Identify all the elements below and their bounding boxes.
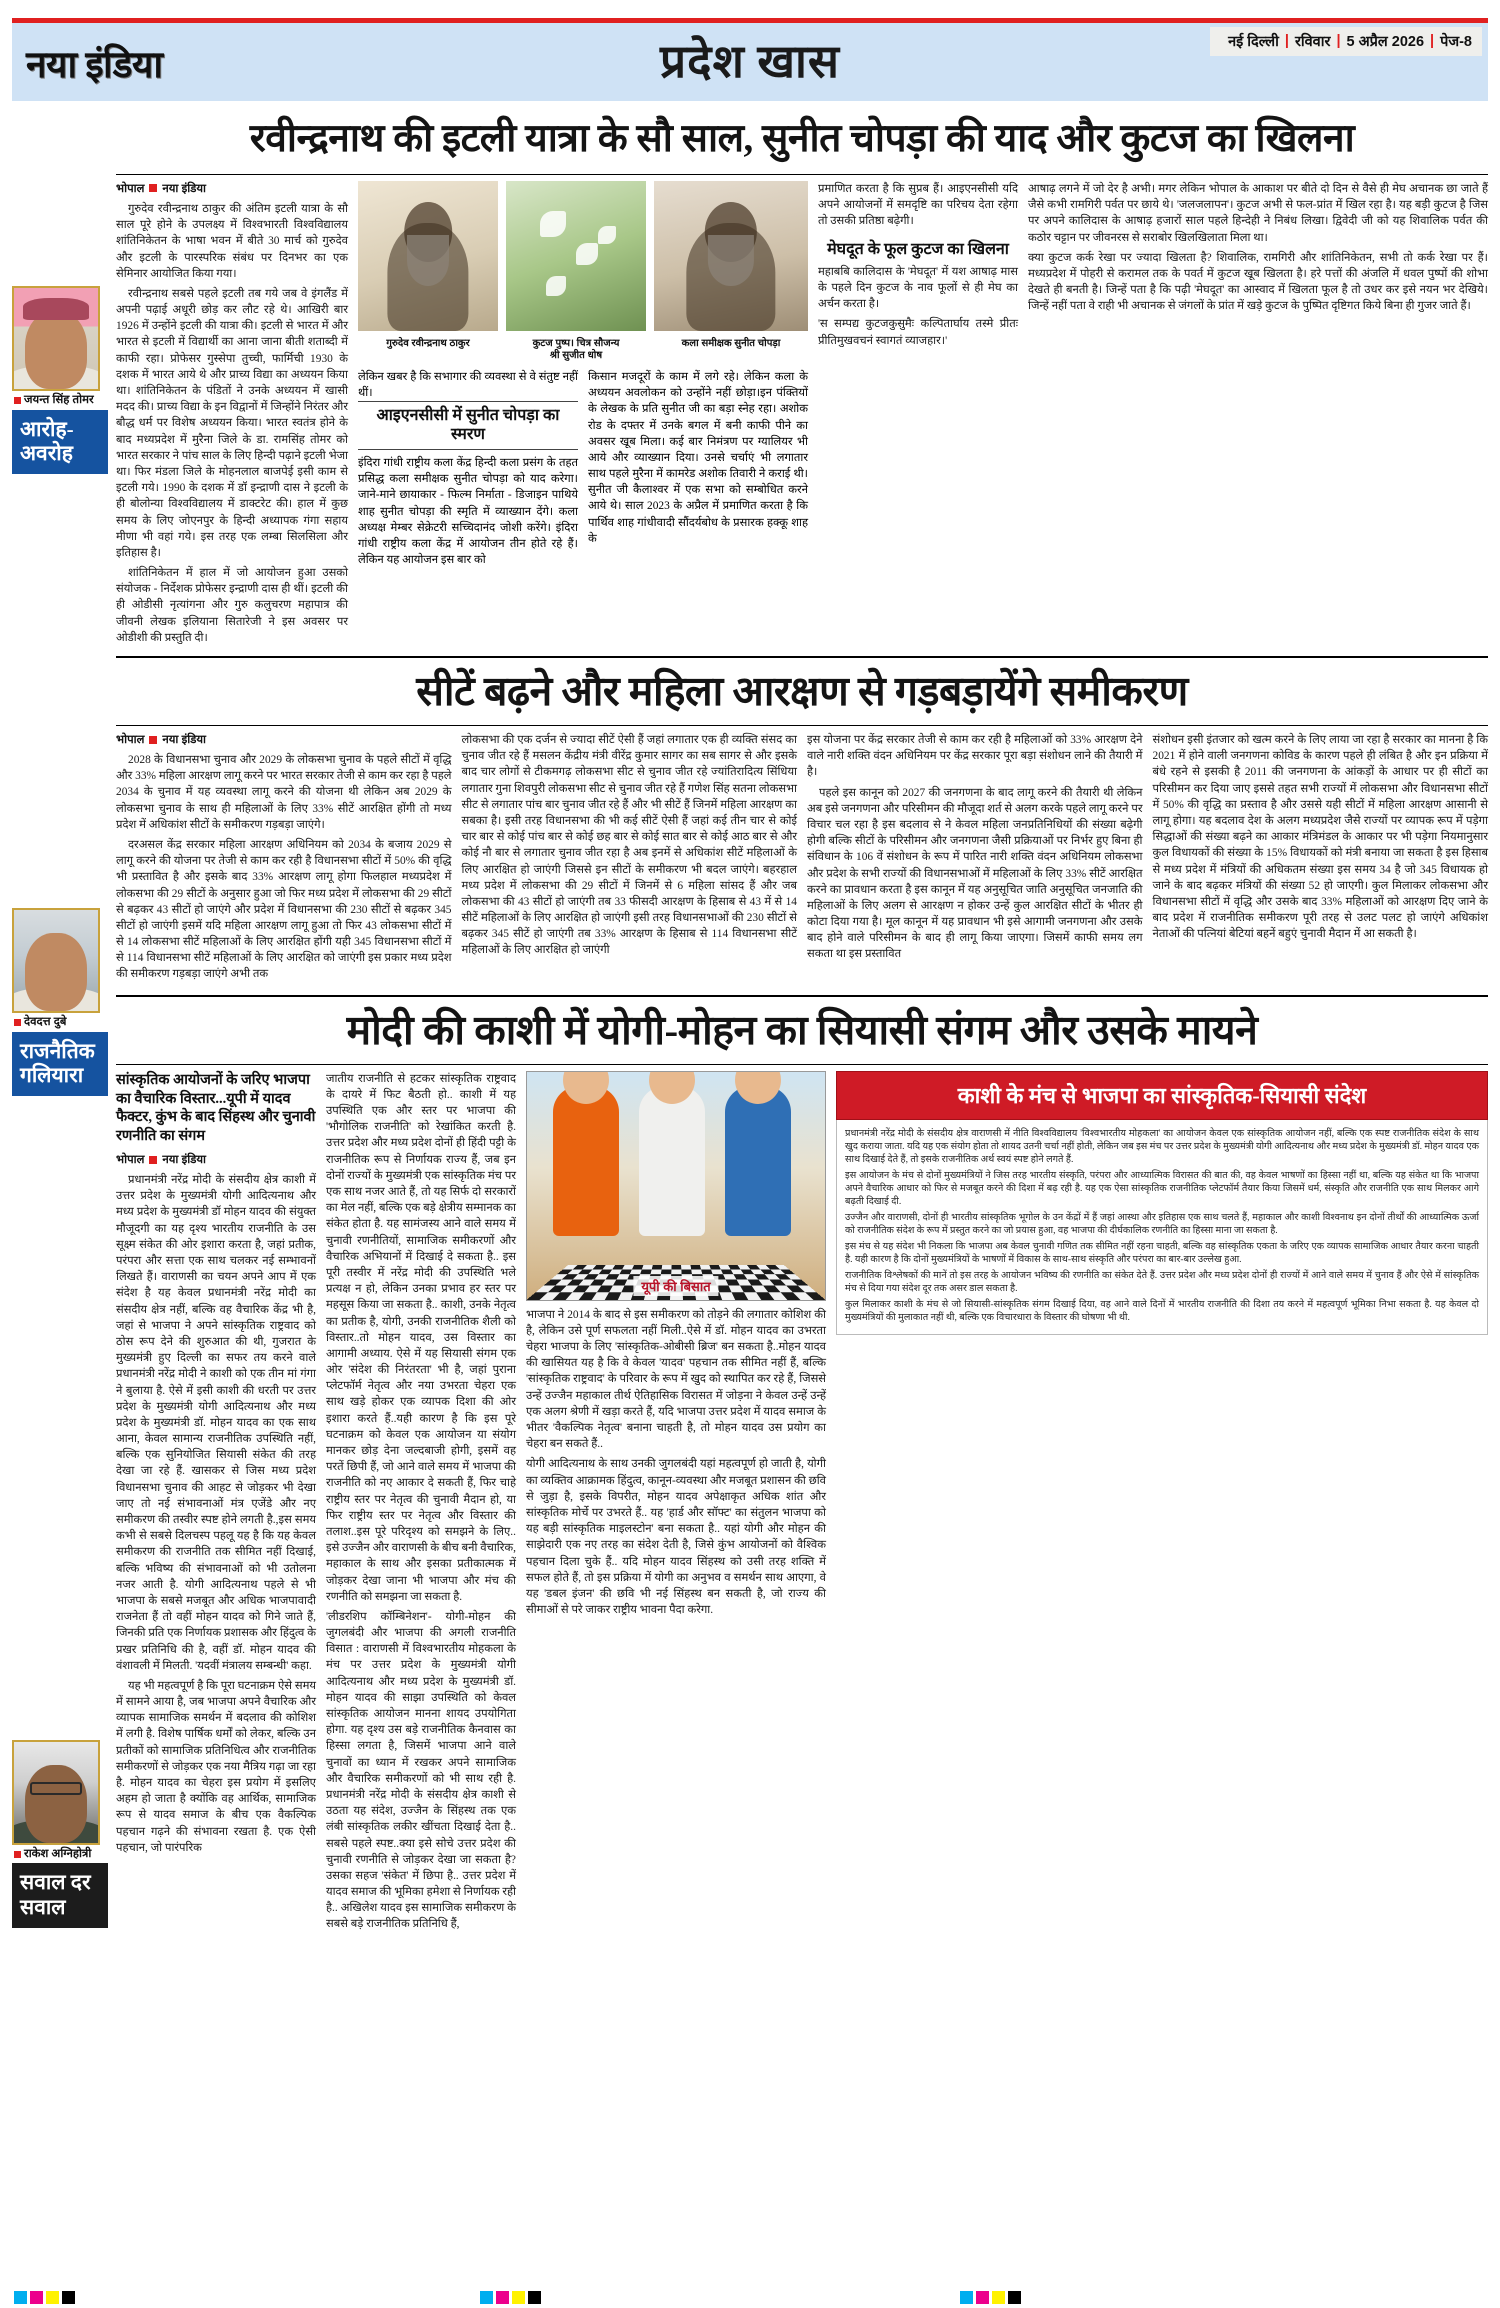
bullet-icon (149, 736, 157, 744)
article2-byline (116, 732, 452, 747)
byline-place: भोपाल (116, 1154, 145, 1167)
byline-source: नया इंडिया (162, 182, 207, 195)
article3-para: जातीय राजनीति से हटकर सांस्कृतिक राष्ट्रवाद के दायरे में फिट बैठती हो.. काशी में यह उपस्थिति एक और स्तर पर भाजपा की 'भौगोलिक राजनीति' को रेखांकित करती है. उत्तर प्रदेश और मध्य प्रदेश दोनों ही हिंदी पट्टी के राजनीतिक रूप से निर्णायक राज्य हैं, जब इन दोनों राज्यों के मुख्यमंत्री एक सांस्कृतिक मंच पर एक साथ नजर आते हैं, तो यह सिर्फ दो सरकारों का मेल नहीं, बल्कि एक बड़े क्षेत्रीय सम्मानक का संकेत होता है. यह सामंजस्य आने वाले समय में चुनावी रणनीतियों, सामाजिक समीकरणों और वैचारिक अभियानों में दिखाई दे सकता है.. इस पूरी तस्वीर में नरेंद्र मोदी की उपस्थिति भले प्रत्यक्ष न हो, लेकिन उनका प्रभाव हर स्तर पर महसूस किया जा सकता है.. काशी, उनके नेतृत्व का प्रतीक है, योगी, उनकी राजनीतिक शैली को विस्तार..तो मोहन यादव, उस विस्तार का आगामी अध्याय. ऐसे में यह सियासी संगम एक ओर 'संदेश की निरंतरता' भी है, जहां पुराना प्लेटफॉर्म नेतृत्व और नया उभरता चेहरा एक साथ खड़े होकर एक व्यापक दिशा की ओर इशारा करते हैं..यही कारण है कि इस पूरे घटनाक्रम को केवल एक आयोजन या संयोग मानकर छोड़ देना जल्दबाजी होगी, इसमें वह परतें छिपी हैं, जो आने वाले समय में भाजपा की राजनीति को नए आकार दे सकती हैं, फिर चाहे राष्ट्रीय स्तर पर नेतृत्व की चुनावी मैदान हो, या फिर राष्ट्रीय स्तर पर नेतृत्व और विस्तार की तलाश..इस पूरे परिदृश्य को समझने के लिए.. इसे उज्जैन और वाराणसी के बीच बनी वैचारिक, महाकाल के साथ और इसका प्रतीकात्मक में जोड़कर देखा जाना भी भाजपा और मंच की रणनीति को समझना जा सकता है. (326, 1072, 516, 1603)
article2-col-4 (1153, 732, 1489, 987)
article3-standfirst: सांस्कृतिक आयोजनों के जरिए भाजपा का वैचारिक विस्तार...यूपी में यादव फैक्टर, कुंभ के बाद सिंहस्थ और चुनावी रणनीति का संगम (116, 1071, 316, 1145)
cmyk-black (528, 2291, 541, 2304)
byline-place: भोपाल (116, 182, 145, 195)
dateline-sep-1: | (1284, 33, 1289, 49)
column-badge-line1: सवाल दर (20, 1870, 91, 1895)
author-card-jayant[interactable] (12, 286, 108, 474)
article3-col-3 (526, 1071, 826, 1937)
cmyk-cyan (960, 2291, 973, 2304)
redbox-body (836, 1120, 1488, 1336)
cmyk-marks-left (14, 2291, 75, 2304)
author-photo (12, 1740, 100, 1845)
article2-col-2 (462, 732, 798, 987)
cmyk-black (1008, 2291, 1021, 2304)
article3-columns (116, 1071, 1488, 1937)
left-rail (12, 101, 108, 1932)
cmyk-yellow (512, 2291, 525, 2304)
article2-col-1 (116, 732, 452, 987)
article1-para: इंदिरा गांधी राष्ट्रीय कला केंद्र हिन्दी कला प्रसंग के तहत प्रसिद्ध कला समीक्षक सुनीत चोपड़ा को याद करेगा। जाने-माने छायाकार - फिल्म निर्माता - डिजाइन पाथिये शाह सुनीत चोपड़ा की स्मृति में व्याख्यान देंगे। कला अध्यक्ष मेम्बर सेक्रेटरी सच्चिदानंद जोशी करेंगे। इंदिरा गांधी राष्ट्रीय कला केंद्र में आयोजन तीन होते रहे हैं। लेकिन यह आयोजन इस बार को (358, 457, 578, 567)
dateline (1210, 27, 1482, 56)
article1-col-2 (358, 181, 808, 650)
article1-photo-row (358, 181, 808, 331)
redbox-para: प्रधानमंत्री नरेंद्र मोदी के संसदीय क्षेत्र वाराणसी में नीति विश्वविद्यालय 'विश्वभारतीय मोहकला' का आयोजन केवल एक सांस्कृतिक आयोजन नहीं, बल्कि एक स्पष्ट राजनीतिक संदेश के साथ खुद कराया जाता. यदि यह एक संयोग होता तो शायद उतनी चर्चा नहीं होती, लेकिन जब इस मंच पर उत्तर प्रदेश के मुख्यमंत्री योगी आदित्यनाथ और मध्य प्रदेश के मुख्यमंत्री डॉ. मोहन यादव एक साथ दिखाई देते हैं, तो इसके राजनीतिक अर्थ स्वयं स्पष्ट होने लगते हैं. (845, 1127, 1479, 1165)
bullet-icon (149, 1156, 157, 1164)
article2-para: संशोधन इसी इंतजार को खत्म करने के लिए लाया जा रहा है सरकार का मानना है कि 2021 में होने वाली जनगणना कोविड के कारण पहले ही लंबित है और इन प्रक्रिया में बंधे रहने से इसकी है 2011 की जनगणना के आंकड़ों के आधार पर ही सीटों का परिसीमन कर दिया जाए इससे तहत सभी राज्यों में लोकसभा और विधानसभा सीटों में 50% की वृद्धि का प्रस्ताव है और उससे यही सीटों में महिला आरक्षण आसानी से लागू होगा। यह बदलाव देश के अलग मध्यप्रदेश जैसे राज्यों पर व्यापक रूप में पड़ेगा सिद्धाओं की संख्या बढ़ने का आकार मंत्रिमंडल के आकार पर भी पड़ेगा नियमानुसार कुल विधायकों की संख्या के 15% विधायकों को मंत्री बनाया जा सकता है इस हिसाब से मध्य प्रदेश में मंत्रियों की अधिकतम संख्या इस समय 34 है जो 345 विधायक हो जाने के बाद बढ़कर मंत्रियों की संख्या 52 हो जाएगी। कुल मिलाकर लोकसभा और विधानसभा सीटों में वृद्धि और उसके बाद 33% महिलाओं को आरक्षण दिए जाने के बाद प्रदेश में राजनीतिक समीकरण पूरी तरह से उलट पलट हो जाएंगे अधिकांश नेताओं की पत्नियां बेटियां बहनें बहुएं चुनावी मैदान में आ सकती है। (1152, 734, 1488, 941)
author-name (12, 1013, 108, 1032)
article3-byline (116, 1152, 316, 1167)
cmyk-yellow (992, 2291, 1005, 2304)
redbox-para: उज्जैन और वाराणसी, दोनों ही भारतीय सांस्कृतिक भूगोल के उन केंद्रों में हैं जहां आस्था और इतिहास एक साथ चलते हैं, महाकाल और काशी विश्वनाथ इन दोनों तीर्थों की आध्यात्मिक ऊर्जा को राजनीतिक संदेश के रूप में प्रस्तुत करने का जो प्रयास हुआ, वह भाजपा की दीर्घकालिक रणनीति का हिस्सा माना जा सकता है. (845, 1212, 1479, 1237)
newspaper-logo: नया इंडिया (26, 44, 163, 86)
caption-kutaj (506, 335, 646, 363)
byline-place: भोपाल (116, 734, 145, 747)
author-name-text: देवदत्त दुबे (24, 1015, 67, 1028)
article1-col-1 (116, 181, 348, 650)
article1-col-2a (358, 369, 578, 568)
article1-byline (116, 181, 348, 196)
byline-source: नया इंडिया (162, 1154, 207, 1167)
article3-para: 'लीडरशिप कॉम्बिनेशन'- योगी-मोहन की जुगलबंदी और भाजपा की अगली राजनीति विसात : वाराणसी में विश्वभारतीय मोहकला के मंच पर उत्तर प्रदेश के मुख्यमंत्री योगी आदित्यनाथ और मध्य प्रदेश के मुख्यमंत्री डॉ. मोहन यादव की साझा उपस्थिति को केवल सांस्कृतिक आयोजन मानना शायद उपयोगिता होगा. यह दृश्य उस बड़े राजनीतिक कैनवास का हिस्सा लगता है, जिसमें भाजपा आने वाले चुनावों का ध्यान में रखकर अपने सामाजिक और वैचारिक समीकरणों को भी साथ रही है. प्रधानमंत्री नरेंद्र मोदी के संसदीय क्षेत्र काशी से उठता यह संदेश, उज्जैन के सिंहस्थ तक एक लंबी सांस्कृतिक लकीर खींचता दिखाई देता है.. सबसे पहले स्पष्ट..क्या इसे सोचे उत्तर प्रदेश की चुनावी रणनीति से जोड़कर देखा जा सकता है? उसका सहज 'संकेत' में छिपा है.. उत्तर प्रदेश में यादव समाज की भूमिका हमेशा से निर्णायक रही है.. अखिलेश यादव इस सामाजिक समीकरण के सबसे बड़े राजनीतिक प्रतिनिधि हैं, (326, 1610, 516, 1931)
article-kashi-sangam (116, 995, 1488, 1937)
column-badge-line1: आरोह- (20, 416, 74, 441)
cmyk-cyan (480, 2291, 493, 2304)
cmyk-black (62, 2291, 75, 2304)
article1-para: रवीन्द्रनाथ सबसे पहले इटली तब गये जब वे इंगलैंड में अपनी पढ़ाई अधूरी छोड़ कर लौट रहे थे। आखिरी बार 1926 में उन्होंने इटली की यात्रा की। इटली से भारत में और भारत से इटली में विद्यार्थी का आना जाना बीती शताब्दी में काफी रहा। प्रोफेसर गुस्सेपा तुच्ची, फार्मिची 1930 के दशक में भारत आये थे और प्राच्य विद्या का अध्ययन किया था। शांतिनिकेतन के पंडितों ने उनके अध्ययन में खासी मदद की। प्राच्य विद्या के इन विद्वानों में जिन्होंने निरंतर और बौद्ध धर्म पर विशेष अध्ययन किया। भारत स्वतंत्र होने के बाद मध्यप्रदेश में मुरैना जिले के डा. रामसिंह तोमर को भारत सरकार ने पांच साल के लिए हिन्दी पढ़ाने इटली भेजा था। फिर मंडला जिले के मोहनलाल बाजपेई इसी काम से इटली गये। 1990 के दशक में डॉ इन्द्राणी दास ने इटली के ही बोलोन्या विश्वविद्यालय में डाक्टरेट की। हाल में कुछ समय के लिए जोएनपुर के हिन्दी अध्यापक गंगा सहाय मीणा भी वहां गये। इस तरह एक लम्बा सिलसिला और इतिहास है। (116, 287, 348, 559)
dateline-sep-3: | (1430, 33, 1435, 49)
article3-rule (116, 1064, 1488, 1065)
article2-para: दरअसल केंद्र सरकार महिला आरक्षण अधिनियम को 2034 के बजाय 2029 से लागू करने की योजना पर तेजी से काम कर रही है विधानसभा सीटों में 50% की वृद्धि भी प्रस्तावित है और इसके बाद 33% आरक्षण लागू होगा फिलहाल मध्यप्रदेश में लोकसभा की 29 सीटों के अनुसार हुआ जो फिर मध्य प्रदेश में लोकसभा की 29 सीटों से बढ़कर 43 सीटों हो जाएंगे और प्रदेश में विधानसभा की 230 सीटों से बढ़कर 345 सीटों हो जाएंगी इसमें यदि महिला आरक्षण लागू हुआ तो फिर 43 लोकसभा सीटों में से 14 लोकसभा सीटें महिलाओं के लिए आरक्षित होंगी यही 345 विधानसभा सीटों में से 114 विधानसभा सीटें महिलाओं के लिए आरक्षित को जाएंगी इस प्रकार मध्य प्रदेश की समीकरण गड़बड़ा जाएंगे अभी तक (116, 838, 452, 981)
article3-para: प्रधानमंत्री नरेंद्र मोदी के संसदीय क्षेत्र काशी में उत्तर प्रदेश के मुख्यमंत्री योगी आदित्यनाथ और मध्य प्रदेश के मुख्यमंत्री डॉ मोहन यादव की संयुक्त मौजूदगी का यह दृश्य भारतीय राजनीति के उस सूक्ष्म संकेत की ओर इशारा करता है, जहां प्रतीक, परंपरा और सत्ता एक साथ चलकर नई सम्भावनों लिखते हैं। वाराणसी का चयन अपने आप में एक संदेश है यह केवल प्रधानमंत्री नरेंद्र मोदी का संसदीय क्षेत्र नहीं, बल्कि वह वैचारिक केंद्र भी है, जहां से भाजपा ने अपने सांस्कृतिक राष्ट्रवाद को ठोस रूप देने की शुरुआत की थी, गुजरात के मुख्यमंत्री हुए दिल्ली का सफर तय करने वाले प्रधानमंत्री नरेंद्र मोदी ने काशी को एक तीन मां गंगा ने बुलाया है. ऐसे में इसी काशी की धरती पर उत्तर प्रदेश के मुख्यमंत्री योगी आदित्यनाथ और मध्य प्रदेश के मुख्यमंत्री डॉ. मोहन यादव का एक साथ आना, केवल सामान्य राजनीतिक उपस्थिति नहीं, बल्कि एक सुनियोजित सियासी संकेत की तरह देखा जा रहे हैं. खासकर से जिस मध्य प्रदेश विधानसभा चुनाव की आहट से जोड़कर भी देखा जाए तो नई संभावनाओं मंत्र एजेंडे और नए समीकरण की तस्वीर स्पष्ट होने लगती है.,इस समय कभी से सबसे दिलचस्प पहलू यह है कि यह केवल समीकरण की राजनीति तक सीमित नहीं दिखाई, बल्कि भविष्य की संभावनाओं को भी उतोलना नजर आती है. योगी आदित्यनाथ पहले से भी भाजपा के सबसे मजबूत और अधिक भाजपावादी राजनेता हैं तो वहीं मोहन यादव को गिने जाते हैं, जिनकी प्रति एक निर्णायक प्रशासक और हिंदुत्व के प्रखर प्रतिनिधि की है, वहीं डॉ. मोहन यादव की वंशावली में मिलती. 'यदवीं मंत्रालय सम्बन्धी' कहा. (116, 1174, 316, 1672)
article1-para: गुरुदेव रवीन्द्रनाथ ठाकुर की अंतिम इटली यात्रा के सौ साल पूरे होने के उपलक्ष्य में विश्वभारती विश्वविद्यालय शांतिनिकेतन के भाषा भवन में बीते 30 मार्च को गुरुदेव और इटली के पारस्परिक संबंध पर दिनभर का एक सेमिनार आयोजित किया गया। (116, 202, 348, 280)
article2-headline: सीटें बढ़ने और महिला आरक्षण से गड़बड़ायेंगे समीकरण (416, 668, 1188, 714)
article2-para: लोकसभा की एक दर्जन से ज्यादा सीटें ऐसी हैं जहां लगातार एक ही व्यक्ति संसद का चुनाव जीत रहे हैं मसलन केंद्रीय मंत्री वीरेंद्र कुमार सागर का सब सागर से और इसके बाद चार लोगों से टीकमगढ़ लोकसभा सीट से चुनाव जीत रहे ज्यांतिरादित्य सिंधिया लगातार गुना शिवपुरी लोकसभा सीट से चुनाव जीत रहे हैं गणेश सिंह सतना लोकसभा सीट से लगातार पांच बार चुनाव जीत रहे हैं और भी सीटें हैं जिनमें महिला आरक्षण का सबका है। इसी तरह विधानसभा की भी कई सीटें ऐसी हैं जहां कई तीन चार से कोई चार बार से कोई पांच बार से कोई छह बार से कोई सात बार से कोई आठ बार से और कोई नौ बार से लगातार चुनाव जीत रहा है अब इनमें से अधिकांश सीटें महिलाओं के लिए आरक्षित हो जाएंगी जिससे इन सीटों के समीकरण भी बदल जाएंगे। बहरहाल मध्य प्रदेश में लोकसभा की 29 सीटों में जिनमें से 6 महिला सांसद हैं और जब लोकसभा की 43 सीटों हो जाएंगी तब 33 फीसदी आरक्षण के हिसाब से 43 में से 14 सीटें महिलाओं के लिए आरक्षित हो जाएंगी इसी तरह विधानसभाओं की 230 सीटों से बढ़कर 345 सीटें हो जाएंगी तब 33% आरक्षण के हिसाब से 114 विधानसभा सीटें महिलाओं के लिए आरक्षित हो जाएंगी (461, 734, 797, 957)
cartoon-figure-modi (639, 1086, 705, 1236)
photo-tagore (358, 181, 498, 331)
section-title: प्रदेश खास (659, 36, 841, 87)
bullet-icon (14, 1019, 21, 1026)
column-badge-line2: गलियारा (20, 1062, 84, 1087)
article2-para: 2028 के विधानसभा चुनाव और 2029 के लोकसभा चुनाव के पहले सीटों में वृद्धि और 33% महिला आरक्षण लागू करने पर भारत सरकार तेजी से काम कर रहा है पहले 2034 के चुनाव में यह व्यवस्था लागू करने की योजना थी लेकिन अब 2029 के लोकसभा चुनाव के साथ ही महिलाओं के लिए 33% सीटें आरक्षित होंगी तो मध्य प्रदेश में अधिकांश सीटों के समीकरण गड़बड़ा जाएंगे। (116, 754, 452, 831)
article3-sidebar (836, 1071, 1488, 1937)
caption-line1: कुटज पुष्प। चित्र सौजन्य (532, 337, 620, 349)
byline-source: नया इंडिया (162, 734, 207, 747)
author-card-rakesh[interactable] (12, 1740, 108, 1928)
article1-para: 'स सम्पद्य कुटजकुसुमैः कल्पितार्घाय तस्मे प्रीतः प्रीतिमुखवचनं स्वागतं व्याजहार।' (818, 318, 1018, 347)
article1-para: क्या कुटज कर्क रेखा पर ज्यादा खिलता है? शिवालिक, रामगिरी और शांतिनिकेतन, सभी तो कर्क रेखा पर हैं। मध्यप्रदेश में पोहरी से करामल तक के पवर्त में कुटज खूब खिलता है। हरे पत्तों की अंजलि में धवल पुष्पों की शोभा देखते ही बनती है। जिन्हें पता है कि पढ़ी 'मेघदूत' का आस्वाद में खिलता फूल है तो उधर कर इसे नयन भर देखिये। जिन्हें नहीं पता वे राही भी अचानक से जंगलों के प्रांत में खड़े कुटज के पुष्पित दृष्टिगत किये बिना ही गुजर जाते हैं। (1028, 251, 1488, 313)
article3-para: यह भी महत्वपूर्ण है कि पूरा घटनाक्रम ऐसे समय में सामने आया है, जब भाजपा अपने वैचारिक और व्यापक सामाजिक समर्थन में बदलाव की कोशिश में लगी है. विशेष पार्षिक धर्मों को लेकर, बल्कि उन प्रतीकों को सामाजिक प्रतिनिधित्व और राजनीतिक समीकरणों से जोड़कर एक नया मैत्रिय गढ़ा जा रहा है. मोहन यादव का चेहरा इस प्रयोग में इसलिए अहम हो जाता है क्योंकि वह आर्थिक, सामाजिक रूप से यादव समाज के बीच एक वैकल्पिक पहचान गढ़ने की संभावना रखता है. एक ऐसी पहचान, जो पारंपरिक (116, 1679, 316, 1854)
author-name-text: जयन्त सिंह तोमर (24, 394, 94, 406)
author-card-devdutt[interactable] (12, 908, 108, 1096)
photo-kutaj-flower (506, 181, 646, 331)
article1-para: प्रमाणित करता है कि सुप्रब हैं। आइएनसीसी यदि अपने आयोजनों में समदृष्टि का परिचय देता रहेगा तो उसकी प्रतिष्ठा बढ़ेगी। (818, 182, 1018, 228)
dateline-sep-2: | (1336, 33, 1341, 49)
photo-sunit-chopra (654, 181, 808, 331)
article3-col-2 (326, 1071, 516, 1937)
article1-rule (116, 174, 1488, 175)
dateline-city: नई दिल्ली (1228, 34, 1279, 50)
dateline-day: रविवार (1294, 34, 1331, 50)
cartoon-up-ki-bisat (526, 1071, 826, 1301)
article2-rule (116, 725, 1488, 726)
column-badge-sawal-dar-sawal[interactable] (12, 1863, 108, 1927)
redbox-para: इस आयोजन के मंच से दोनों मुख्यमंत्रियों ने जिस तरह भारतीय संस्कृति, परंपरा और आध्यात्मिक विरासत की बात की, वह केवल भाषणों का हिस्सा नहीं था, बल्कि यह संकेत था कि भाजपा अपने वैचारिक आधार को फिर से मजबूत करने की दिशा में बढ़ रही है. यह एक ऐसा सांस्कृतिक राजनीतिक प्लेटफॉर्म तैयार किया जिसमें धर्म, संस्कृति और राजनीति एक साथ मिलकर आगे बढ़ती दिखाई दी. (845, 1169, 1479, 1207)
article2-para: पहले इस कानून को 2027 की जनगणना के बाद लागू करने की तैयारी थी लेकिन अब इसे जनगणना और परिसीमन की मौजूदा शर्त से अलग करके पहले लागू करने पर विचार चल रहा है इस बदलाव से ने केवल महिला जनप्रतिनिधियों की संख्या बढ़ेगी होगी बल्कि सीटों के परिसीमन और जनगणना जैसी प्रक्रियाओं पर निर्भर हुए बिना ही संविधान के 106 वें संशोधन के रूप में पारित नारी शक्ति वंदन अधिनियम लोकसभा और प्रदेश के सभी राज्यों की विधानसभाओं में महिलाओं के लिए 33% सीटें आरक्षित करने का प्रावधान करता है इस कानून में यह अनुसूचित जाति अनुसूचित जनजाति की महिलाओं के लिए अलग से आरक्षण न होकर उन्हें कुल आरक्षित सीटों के भीतर ही कोटा दिया गया है। मूल कानून में यह प्रावधान भी इसे आगामी जनगणना और उसके बाद होने वाले परिसीमन के बाद ही लागू किया जाएगा। जिसमें काफी समय लग सकता था इस प्रस्तावित (807, 786, 1143, 961)
cartoon-figure-mohan (725, 1086, 791, 1236)
column-badge-line2: सवाल (20, 1894, 66, 1919)
article3-col-1 (116, 1071, 316, 1937)
article2-columns (116, 732, 1488, 987)
cartoon-figure-yogi (553, 1086, 619, 1236)
cmyk-marks-center (480, 2291, 541, 2304)
page-body (12, 101, 1488, 1937)
article3-para: योगी आदित्यनाथ के साथ उनकी जुगलबंदी यहां महत्वपूर्ण हो जाती है, योगी का व्यक्तिव आक्रामक हिंदुत्व, कानून-व्यवस्था और मजबूत प्रशासन की छवि से जुड़ा है, इसके विपरीत, मोहन यादव अपेक्षाकृत अधिक शांत और सांस्कृतिक मोर्चे पर उभरते हैं.. यह 'हार्ड और सॉफ्ट' का संतुलन भाजपा को यह बड़ी सांस्कृतिक माइलस्टोन' बना सकता है.. यहां योगी और मोहन की साझेदारी एक नए तरह का संदेश देती है, जिसे कुंभ आयोजनों को वैश्विक पहचान दिला चुके हैं.. यदि मोहन यादव सिंहस्थ को उसी तरह शक्ति में सफल होते हैं, तो इस प्रक्रिया में योगी का अनुभव व समर्थन साथ आएगा, वे यह 'डबल इंजन' की छवि भी नई सिंहस्थ बन सकती है, जो राज्य की सीमाओं से परे जाकर राष्ट्रीय भावना पैदा करेगा. (526, 1458, 826, 1617)
cmyk-magenta (30, 2291, 43, 2304)
main-content (116, 101, 1488, 1937)
article1-para: शांतिनिकेतन में हाल में जो आयोजन हुआ उसको संयोजक - निर्देशक प्रोफेसर इन्द्राणी दास ही थीं। इटली की ही ओडीसी नृत्यांगना और गुरु कलुचरण महापात्र की जीवनी लेखक इलियाना सितारेजी ने इस अवसर पर ओडीशी की प्रस्तुति दी। (116, 567, 348, 644)
cmyk-magenta (496, 2291, 509, 2304)
article1-para: किसान मजदूरों के काम में लगे रहे। लेकिन कला के अध्ययन अवलोकन को उन्होंने नहीं छोड़ा।इन पंक्तियों के लेखक के प्रति सुनीत जी का बड़ा स्नेह रहा। अशोक रोड के दफ्तर में उनके बगल में बनी काफी पीने का अवसर खूब मिला। कई बार निमंत्रण पर ग्यालियर भी आये और व्याख्यान दिया। उनसे चर्चाएं भी लगातार साथ पहले मुरैना में कामरेड अशोक तिवारी ने कराई थी। सुनीत जी कैलाश्वर में एक सभा को सम्बोधित करने आये थे। साल 2023 के अप्रैल में प्रमाणित करता है कि पार्थिव शाह गांधीवादी सौंदर्यबोध के प्रसारक हक्कू शाह के (588, 370, 808, 545)
bullet-icon (14, 397, 21, 404)
article-tagore-italy (116, 101, 1488, 650)
article1-col-2b (588, 369, 808, 568)
column-badge-line1: राजनैतिक (20, 1038, 95, 1063)
article1-subhead-1: आइएनसीसी में सुनीत चोपड़ा का स्मरण (358, 401, 578, 450)
article1-col-3 (818, 181, 1018, 650)
column-badge-rajnaitik-galiyara[interactable] (12, 1032, 108, 1096)
cmyk-marks-right (960, 2291, 1021, 2304)
article3-headline: मोदी की काशी में योगी-मोहन का सियासी संगम और उसके मायने (346, 1006, 1258, 1053)
article1-para: आषाढ़ लगने में जो देर है अभी। मगर लेकिन भोपाल के आकाश पर बीते दो दिन से वैसे ही मेघ अचानक छा जाते हैं जैसे कभी रामगिरी पर्वत पर छाये थे। 'जलजलापन'। कुटज अभी से फल-प्रांत में खिल रहा है। यह बड़ी कुटज है जिस पर अपने कालिदास के आषाढ़ हजारों साल पहले हिन्देही ने निबंध लिखा। द्विवेदी जी को यह शिवालिक पर्वत की कठोर चट्टान पर जीवनरस से सराबोर खिलखिलाता मिला था। (1028, 182, 1488, 244)
article2-para: इस योजना पर केंद्र सरकार तेजी से काम कर रही है महिलाओं को 33% आरक्षण देने वाले नारी शक्ति वंदन अधिनियम पर केंद्र सरकार पूरा बड़ा संशोधन लाने की तैयारी में है। (807, 734, 1143, 779)
bullet-icon (14, 1851, 21, 1858)
redbox-para: राजनीतिक विश्लेषकों की मानें तो इस तरह के आयोजन भविष्य की रणनीति का संकेत देते हैं. उत्तर प्रदेश और मध्य प्रदेश दोनों ही राज्यों में आने वाले समय में चुनाव हैं और ऐसे में सांस्कृतिक मंच से दिया गया संदेश दूर तक असर डाल सकता है. (845, 1270, 1479, 1295)
article2-col-3 (807, 732, 1143, 987)
newspaper-page (0, 18, 1500, 2308)
dateline-date: 5 अप्रैल 2026 (1346, 34, 1425, 50)
article-seats-reservation (116, 656, 1488, 987)
article1-columns (116, 181, 1488, 650)
author-name (12, 1845, 108, 1864)
redbox-title: काशी के मंच से भाजपा का सांस्कृतिक-सियासी संदेश (836, 1071, 1488, 1120)
author-name-text: राकेश अग्निहोत्री (24, 1847, 92, 1860)
caption-tagore: गुरुदेव रवीन्द्रनाथ ठाकुर (386, 337, 470, 349)
redbox-para: कुल मिलाकर काशी के मंच से जो सियासी-सांस्कृतिक संगम दिखाई दिया, वह आने वाले दिनों में भारतीय राजनीति की दिशा तय करने में महत्वपूर्ण भूमिका निभा सकता है. यह केवल दो मुख्यमंत्रियों की मुलाकात नहीं थी, बल्कि एक विचारधारा के विस्तार की घोषणा भी थी. (845, 1299, 1479, 1324)
cartoon-label: यूपी की बिसात (633, 1276, 718, 1296)
cmyk-cyan (14, 2291, 27, 2304)
article1-col-4 (1028, 181, 1488, 650)
column-badge-aaroh-avroh[interactable] (12, 410, 108, 474)
redbox-para: इस मंच से यह संदेश भी निकला कि भाजपा अब केवल चुनावी गणित तक सीमित नहीं रहना चाहती, बल्कि वह सांस्कृतिक एकता के जरिए एक व्यापक सामाजिक आधार तैयार करना चाहती है. यही कारण है कि दोनों मुख्यमंत्रियों के भाषणों में विकास के साथ-साथ संस्कृति और परंपरा का बार-बार उल्लेख हुआ. (845, 1241, 1479, 1266)
author-photo (12, 908, 100, 1013)
article1-subhead-2: मेघदूत के फूल कुटज का खिलना (827, 240, 1009, 258)
masthead (12, 23, 1488, 101)
author-photo (12, 286, 100, 391)
article1-para: लेकिन खबर है कि सभागार की व्यवस्था से वे संतुष्ट नहीं थीं। (358, 370, 578, 400)
cmyk-yellow (46, 2291, 59, 2304)
caption-sunit: कला समीक्षक सुनीत चोपड़ा (681, 337, 781, 349)
article1-para: महाबबि कालिदास के 'मेघदूत' में यश आषाढ़ मास के पहले दिन कुटज के नाव फूलों से ही मेघ का अर्चन करता है। (818, 265, 1018, 311)
article3-para: भाजपा ने 2014 के बाद से इस समीकरण को तोड़ने की लगातार कोशिश की है, लेकिन उसे पूर्ण सफलता नहीं मिली..ऐसे में डॉ. मोहन यादव का उभरता चेहरा भाजपा के लिए 'सांस्कृतिक-ओबीसी ब्रिज' बन सकता है..मोहन यादव की खासियत यह है कि वे केवल 'यादव' पहचान तक सीमित नहीं हैं, बल्कि 'सांस्कृतिक राष्ट्रवाद' के परिवार के रूप में खुद को स्थापित कर रहे हैं, जिससे उन्हें उज्जैन महाकाल तीर्थ ऐतिहासिक विरासत में जोड़ना ने केवल उन्हें उन्हें एक अलग श्रेणी में खड़ा करते हैं, यदि भाजपा उत्तर प्रदेश में यादव समाज के भीतर 'वैकल्पिक नेतृत्व' बनाना चाहती है, तो मोहन यादव उस प्रयोग का चेहरा बन सकते हैं.. (526, 1308, 826, 1451)
dateline-page: पेज-8 (1440, 34, 1472, 50)
cmyk-magenta (976, 2291, 989, 2304)
author-name (12, 391, 108, 410)
article1-headline: रवीन्द्रनाथ की इटली यात्रा के सौ साल, सुनीत चोपड़ा की याद और कुटज का खिलना (249, 117, 1355, 160)
bullet-icon (149, 184, 157, 192)
caption-line2: श्री सुजीत धोष (549, 350, 603, 362)
column-badge-line2: अवरोह (20, 440, 73, 465)
